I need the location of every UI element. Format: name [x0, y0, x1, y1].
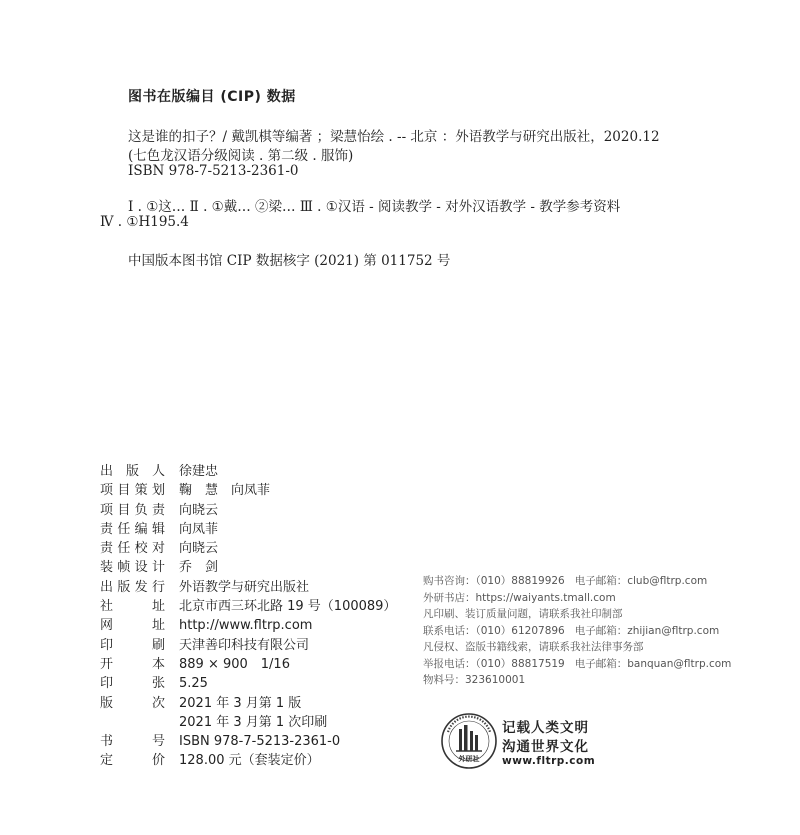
colophon-label: 开本 [100, 656, 165, 672]
colophon-row [100, 501, 396, 520]
logo-website: www.fltrp.com [502, 755, 596, 767]
cip-line-record-number: 中国版本图书馆 CIP 数据核字 (2021) 第 011752 号 [128, 253, 451, 269]
cip-title: 图书在版编目 (CIP) 数据 [128, 89, 296, 105]
contact-purchase [423, 573, 731, 590]
colophon-label: 书号 [100, 734, 165, 750]
colophon-label: 出版人 [100, 464, 165, 479]
colophon-value: 2021 年 3 月第 1 版 [179, 695, 302, 711]
colophon-row [100, 694, 396, 713]
colophon-row [100, 674, 396, 693]
colophon-row [100, 578, 396, 597]
colophon-label: 定价 [100, 753, 165, 769]
colophon-value: ISBN 978-7-5213-2361-0 [179, 734, 341, 750]
colophon-label: 网址 [100, 618, 165, 634]
contact-quality-note: 凡印刷、装订质量问题，请联系我社印制部 [423, 608, 623, 620]
colophon-label: 社址 [100, 599, 165, 615]
colophon-row [100, 713, 396, 732]
cip-line-series: (七色龙汉语分级阅读 . 第二级 . 服饰) [128, 148, 354, 164]
colophon-value: 向晓云 [179, 541, 219, 557]
colophon-row [100, 597, 396, 616]
colophon-row [100, 636, 396, 655]
colophon-value: 天津善印科技有限公司 [179, 637, 310, 653]
contact-info [423, 573, 731, 689]
contact-phone [423, 623, 731, 640]
contact-item-number: 物料号：323610001 [423, 674, 526, 686]
colophon-label: 项目策划 [100, 483, 165, 499]
cip-line-isbn: ISBN 978-7-5213-2361-0 [128, 163, 299, 179]
colophon-label: 项目负责 [100, 502, 165, 518]
colophon-label: 印刷 [100, 637, 165, 653]
contact-report [423, 656, 731, 673]
contact-store: 外研书店：https://waiyants.tmall.com [423, 591, 616, 604]
colophon-label: 印张 [100, 676, 165, 692]
colophon-label: 责任校对 [100, 541, 165, 557]
colophon-row [100, 558, 396, 577]
purchase-email: 电子邮箱：club@fltrp.com [574, 575, 708, 587]
colophon-row [100, 751, 396, 770]
colophon-row [100, 655, 396, 674]
report-phone: 举报电话：（010）88817519 [423, 657, 565, 670]
quality-phone: 联系电话：（010）61207896 [423, 624, 565, 637]
colophon-label: 出版发行 [100, 579, 165, 595]
quality-email: 电子邮箱：zhijian@fltrp.com [574, 624, 720, 637]
colophon-row [100, 462, 396, 481]
colophon-row [100, 539, 396, 558]
colophon-value: 128.00 元（套装定价） [179, 753, 320, 769]
colophon-label: 责任编辑 [100, 521, 165, 537]
cip-line-title-info: 这是谁的扣子？/ 戴凯棋等编著 ；梁慧怡绘 . -- 北京 ：外语教学与研究出版社，2020.12 [128, 129, 660, 145]
cip-line-subjects: Ⅰ . ①这… Ⅱ . ①戴… ②梁… Ⅲ . ①汉语 - 阅读教学 - 对外汉语教学 - 教学参考资料 [128, 199, 621, 215]
colophon-label: 装帧设计 [100, 560, 165, 576]
colophon-label: 版次 [100, 695, 165, 711]
colophon-value: 2021 年 3 月第 1 次印刷 [179, 714, 328, 730]
colophon-row [100, 481, 396, 500]
colophon-row [100, 732, 396, 751]
publisher-logo [440, 712, 620, 772]
colophon-value: 向凤菲 [179, 521, 219, 537]
colophon-value: 徐建忠 [179, 464, 219, 479]
colophon-value: 889 × 900 1/16 [179, 656, 290, 672]
colophon-value: http://www.fltrp.com [179, 618, 313, 634]
logo-slogan-line1: 记载人类文明 [502, 720, 589, 736]
colophon-table [100, 462, 396, 771]
fltrp-logo-icon [440, 712, 498, 770]
cip-line-classification: Ⅳ . ①H195.4 [100, 214, 189, 230]
contact-piracy-note: 凡侵权、盗版书籍线索，请联系我社法律事务部 [423, 641, 644, 653]
colophon-row [100, 616, 396, 635]
colophon-value: 外语教学与研究出版社 [179, 579, 310, 595]
colophon-value: 鞠 慧 向凤菲 [179, 483, 271, 499]
colophon-value: 5.25 [179, 676, 208, 692]
report-email: 电子邮箱：banquan@fltrp.com [574, 657, 732, 670]
colophon-value: 向晓云 [179, 502, 219, 518]
colophon-value: 乔 剑 [179, 560, 219, 576]
purchase-phone: 购书咨询：（010）88819926 [423, 575, 565, 587]
colophon-value: 北京市西三环北路 19 号（100089） [179, 599, 397, 615]
logo-slogan-line2: 沟通世界文化 [502, 739, 589, 755]
colophon-row [100, 520, 396, 539]
logo-badge-text: 外研社 [458, 755, 480, 763]
